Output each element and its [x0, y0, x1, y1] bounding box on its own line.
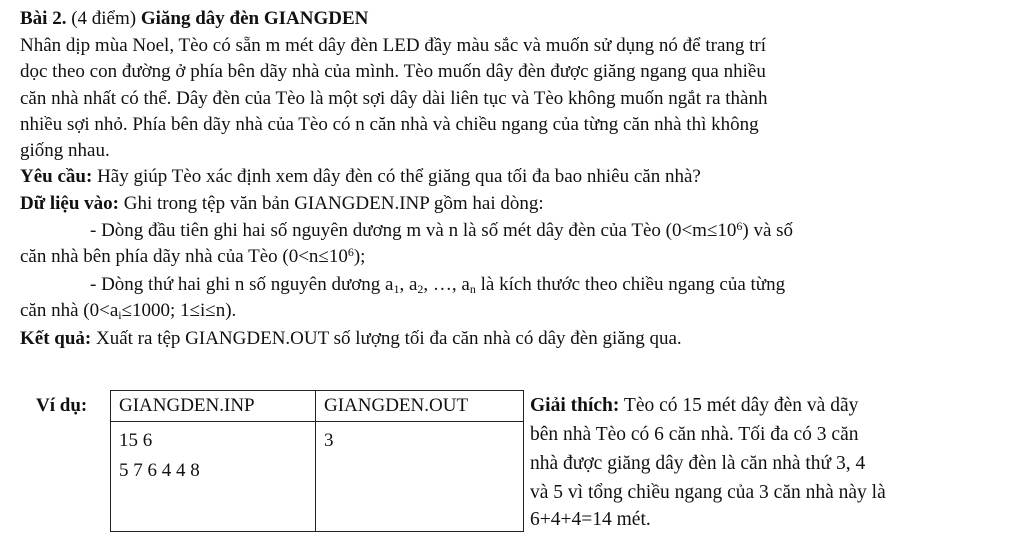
requirement-line: [20, 164, 701, 190]
input-second-line-end: là kích thước theo chiều ngang của từng: [475, 274, 786, 295]
description-line-4: nhiều sợi nhỏ. Phía bên dãy nhà của Tèo có n căn nhà và chiều ngang của từng căn nhà thì không: [20, 114, 759, 135]
input-second-line-cont-end: ≤1000; 1≤i≤n).: [121, 300, 237, 321]
input-second-line: [90, 272, 785, 298]
explain-line-1: [530, 393, 858, 419]
input-first-line-cont-end: );: [353, 246, 366, 267]
description-line-3: căn nhà nhất có thể. Dây đèn của Tèo là một sợi dây dài liên tục và Tèo không muốn ngắt ra thành: [20, 88, 768, 109]
inp-line-2: 5 7 6 4 4 8: [119, 460, 200, 481]
input-text: Ghi trong tệp văn bản GIANGDEN.INP gồm hai dòng:: [119, 193, 544, 214]
input-first-line: [90, 218, 793, 244]
subscript: 1: [393, 282, 400, 296]
example-label-text: Ví dụ:: [36, 395, 88, 416]
explain-line-4: và 5 vì tổng chiều ngang của 3 căn nhà này là: [530, 482, 886, 503]
input-second-line-cont: [20, 298, 236, 324]
input-second-line-text: - Dòng thứ hai ghi n số nguyên dương a: [90, 274, 394, 295]
requirement-label: Yêu cầu:: [20, 166, 93, 187]
table-header-row: [111, 391, 524, 422]
output-label: Kết quả:: [20, 328, 92, 349]
explain-label: Giải thích:: [530, 395, 620, 416]
description-line-5: giống nhau.: [20, 140, 110, 161]
example-label: [36, 393, 87, 419]
exponent: 6: [347, 245, 354, 259]
subscript: i: [118, 308, 122, 322]
explain-line-2: bên nhà Tèo có 6 căn nhà. Tối đa có 3 căn: [530, 424, 859, 445]
table-cell-inp: [111, 422, 316, 532]
separator: , a: [399, 274, 418, 295]
subscript: n: [469, 282, 476, 296]
input-first-line-text: - Dòng đầu tiên ghi hai số nguyên dương m và n là số mét dây đèn của Tèo (0<m≤10: [90, 220, 737, 241]
out-line-1: 3: [324, 430, 334, 451]
requirement-text: Hãy giúp Tèo xác định xem dây đèn có thể giăng qua tối đa bao nhiêu căn nhà?: [92, 166, 701, 187]
exponent: 6: [736, 219, 743, 233]
separator: , …, a: [423, 274, 470, 295]
example-table: [110, 390, 524, 532]
subscript: 2: [417, 282, 424, 296]
inp-line-1: 15 6: [119, 430, 153, 451]
description-line-2: dọc theo con đường ở phía bên dãy nhà của mình. Tèo muốn dây đèn được giăng ngang qua nhiều: [20, 61, 766, 82]
table-header-inp: GIANGDEN.INP: [111, 391, 316, 422]
output-line: [20, 326, 682, 352]
input-first-line-cont-text: căn nhà bên phía dãy nhà của Tèo (0<n≤10: [20, 246, 348, 267]
explain-line-3: nhà được giăng dây đèn là căn nhà thứ 3, 4: [530, 453, 866, 474]
problem-points: (4 điểm): [66, 8, 141, 29]
explain-line-5: 6+4+4=14 mét.: [530, 509, 651, 530]
input-label: Dữ liệu vào:: [20, 193, 120, 214]
input-line: [20, 191, 544, 217]
problem-title: [20, 6, 368, 32]
input-second-line-cont-text: căn nhà (0<a: [20, 300, 119, 321]
table-row: [111, 422, 524, 532]
input-first-line-end: ) và số: [742, 220, 794, 241]
input-first-line-cont: [20, 244, 365, 270]
explain-text-1: Tèo có 15 mét dây đèn và dãy: [619, 395, 859, 416]
problem-name: Giăng dây đèn GIANGDEN: [140, 8, 369, 29]
description-line-1: Nhân dịp mùa Noel, Tèo có sẵn m mét dây đèn LED đầy màu sắc và muốn sử dụng nó để trang trí: [20, 35, 767, 56]
table-cell-out: [316, 422, 524, 532]
output-text: Xuất ra tệp GIANGDEN.OUT số lượng tối đa căn nhà có dây đèn giăng qua.: [91, 328, 682, 349]
problem-number: Bài 2.: [20, 8, 67, 29]
table-header-out: GIANGDEN.OUT: [316, 391, 524, 422]
